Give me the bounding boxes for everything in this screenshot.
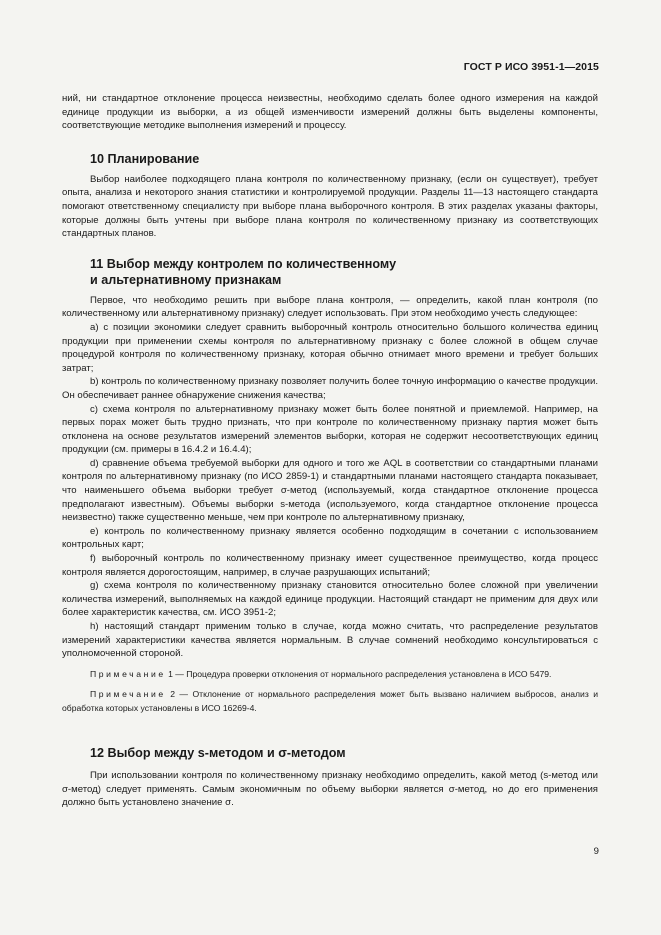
intro-paragraph: ний, ни стандартное отклонение процесса неизвестны, необходимо сделать более одного измерения на каждой единице продукции из выборки, а из общей изменчивости измерений должны быть выделены компоненты, соответствующие методике выполнения измерений и процессу. xyxy=(62,93,598,132)
section-12-title: 12 Выбор между s-методом и σ-методом xyxy=(90,746,346,760)
section-11-title-line-1: 11 Выбор между контролем по количественному xyxy=(90,256,397,271)
section-11-title xyxy=(62,256,598,288)
section-11-list xyxy=(62,321,598,661)
note-2-label: Примечание xyxy=(90,689,166,700)
note-2-text: 2 — Отклонение от нормального распределения может быть вызвано наличием выбросов, анализ и обработка которых установлены в ИСО 16269-4. xyxy=(62,689,599,713)
page-number: 9 xyxy=(593,846,599,857)
list-item-e: e) контроль по количественному признаку является особенно подходящим в сочетании с использованием контрольных карт; xyxy=(62,525,598,551)
list-item-c: c) схема контроля по альтернативному признаку может быть более понятной и приемлемой. Например, на первых порах может быть трудно признать, что при контроле по количественному признаку партия может быть отклонена на основе результатов измерений элементов выборки, которая не содержит несоответствующих единиц продукции (см. примеры в 16.4.2 и 16.4.4); xyxy=(62,403,598,456)
note-2 xyxy=(62,688,598,715)
section-11-lead: Первое, что необходимо решить при выборе плана контроля, — определить, какой план контроля (по количественному или альтернативному признаку) следует использовать. При этом необходимо учесть следующее: xyxy=(62,294,598,320)
section-10-paragraph: Выбор наиболее подходящего плана контроля по количественному признаку, (если он существует), требует опыта, анализа и некоторого знания статистики и контролируемой продукции. Разделы 11—13 настоящего стандарта помогают ответственному специалисту при выборе плана выборочного контроля. В этих разделах указаны факторы, которые должны быть учтены при выборе плана контроля по количественному признаку из соответствующих стандартных планов. xyxy=(62,173,598,240)
note-1 xyxy=(62,668,598,681)
section-11-title-line-2: и альтернативному признакам xyxy=(90,272,282,287)
note-1-text: 1 — Процедура проверки отклонения от нормального распределения установлена в ИСО 5479. xyxy=(168,668,552,679)
note-1-label: Примечание xyxy=(90,668,166,679)
document-code: ГОСТ Р ИСО 3951-1—2015 xyxy=(463,61,599,73)
list-item-f: f) выборочный контроль по количественному признаку имеет существенное преимущество, когда процесс контроля является дорогостоящим, например, в случае разрушающих испытаний; xyxy=(62,553,598,578)
list-item-a: a) с позиции экономики следует сравнить выборочный контроль относительно большого количества единиц продукции при применении схемы контроля по альтернативному признаку с более сложной в общем случае процедурой контроля по количественному признаку, которая обычно отнимает много времени и требует больших затрат; xyxy=(62,321,598,374)
section-12-paragraph: При использовании контроля по количественному признаку необходимо определить, какой метод (s-метод или σ-метод) следует применять. Самым экономичным по объему выборки является σ-метод, но до его применения должно быть установлено значение σ. xyxy=(62,770,598,809)
list-item-h: h) настоящий стандарт применим только в случае, когда можно считать, что распределение результатов измерений характеристики качества является нормальным. В случае сомнений необходимо консультироваться с уполномоченной стороной. xyxy=(62,621,598,660)
section-10-title: 10 Планирование xyxy=(90,151,200,166)
list-item-g: g) схема контроля по количественному признаку становится относительно более сложной при увеличении количества измерений, выполняемых на каждой единице продукции. Настоящий стандарт не применим для двух или более характеристик качества, см. ИСО 3951-2; xyxy=(62,580,598,619)
page-content xyxy=(62,92,598,810)
list-item-b: b) контроль по количественному признаку позволяет получить более точную информацию о качестве продукции. Он обеспечивает раннее обнаружение снижения качества; xyxy=(62,376,598,401)
list-item-d: d) сравнение объема требуемой выборки для одного и того же AQL в соответствии со стандартными планами контроля по альтернативному признаку (по ИСО 2859-1) и стандартными планами настоящего стандарта показывает, что наименьшего объема выборки требует σ-метод (используемый, когда стандартное отклонение процесса предполагают известным). Объемы выборки s-метода (используемого, когда стандартное отклонение процесса неизвестно) также существенно меньше, чем при контроле по альтернативному признаку, xyxy=(62,457,598,524)
